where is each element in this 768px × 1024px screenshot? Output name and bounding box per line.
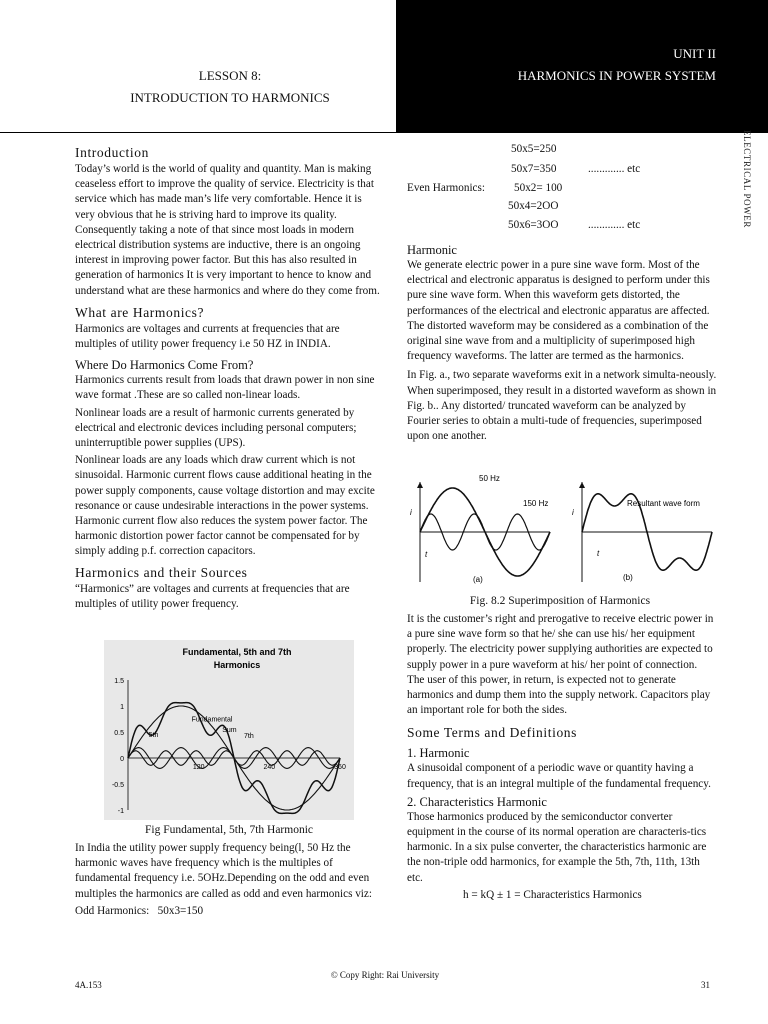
left-column-bottom	[75, 841, 380, 919]
label-b: (b)	[623, 573, 633, 582]
footer-code: 4A.153	[75, 980, 102, 990]
lesson-number: LESSON 8:	[198, 68, 262, 83]
series-label-fundamental: Fundamental	[191, 716, 233, 724]
label-t-a: t	[425, 550, 428, 559]
where-paragraph-3: Nonlinear loads are any loads which draw current which is not sinusoidal. Harmonic current flows cause additional heating in the power supply components, cause voltage distortion and may excite resonance or cause undesirable interactions in the power systems. Harmonic current flow also reduces the system power factor. The harmonic distortion power factor cannot be compensated for by simply adding p.f. correction capacitors.	[75, 454, 375, 558]
unit-title: HARMONICS IN POWER SYSTEM	[517, 68, 716, 83]
label-resultant: Resultant wave form	[627, 499, 700, 508]
even-harmonics-eq-2: 50x4=2OO	[508, 200, 559, 212]
term1-text: A sinusoidal component of a periodic wave or quantity having a frequency, that is an integral multiple of the fundamental frequency.	[407, 762, 711, 790]
side-label: ELECTRICAL POWER	[742, 130, 752, 229]
chart-x-tick-label: 360	[334, 764, 346, 771]
sources-text: “Harmonics” are voltages and currents at frequencies that are multiples of utility power frequency.	[75, 582, 350, 610]
label-150hz: 150 Hz	[523, 499, 549, 508]
term2-text: Those harmonics produced by the semiconductor converter equipment in the course of its normal operation are characteris-tics harmonic. In a six pulse converter, the characteristics harmonic are the non-triple odd harmonics, for example the 5th, 7th, 11th, 13th etc.	[407, 810, 707, 884]
chart-y-tick-label: -1	[117, 808, 124, 815]
chart-y-tick-label: 0	[120, 756, 124, 763]
series-label-7th: 7th	[244, 733, 254, 741]
fig-description-text: In Fig. a., two separate waveforms exit in a network simulta-neously. When superimposed, they result in a distorted waveform as shown in Fig. b.. Any distorted/ truncated waveform can be analyzed by Fourier series to obtain a multi-tude of frequencies, superimposed upon one another.	[407, 369, 717, 443]
fig2-arrow-a	[417, 482, 423, 488]
unit-number: UNIT II	[673, 46, 716, 61]
fig2-caption: Fig. 8.2 Superimposition of Harmonics	[469, 595, 651, 607]
footer-page-number: 31	[701, 980, 710, 990]
label-t-b: t	[597, 549, 600, 558]
chart-y-tick-label: 1.5	[114, 678, 124, 685]
unit-heading	[400, 43, 716, 87]
formula: h = kQ ± 1 = Characteristics Harmonics	[463, 888, 642, 901]
right-column-top	[407, 240, 717, 446]
odd-harmonics-eq-2: 50x5=250	[511, 143, 557, 155]
introduction-text: Today’s world is the world of quality and quantity. Man is making ceaseless effort to improve the quality of service. Electricity is that service which has made man’s life very comfortable. Hence it is very obvious that he is striving hard to improve its quality. Consequently taking a note of that since most loads in modern electrical distribution systems are inductive, there is an ongoing interest in improving power factor. But this has also resulted in generation of harmonics It is very important to hence to know and understand what are these harmonics and where do they come from.	[75, 163, 380, 297]
india-text: In India the utility power supply frequency being(l, 50 Hz the harmonic waves have frequency which is the multiples of fundamental frequency i.e. 5OHz.Depending on the odd and even multiples the harmonics are called as odd and even harmonics viz:	[75, 842, 372, 900]
header-rule	[0, 132, 396, 133]
odd-harmonics-line	[75, 904, 380, 919]
odd-harmonics-eq-3: 50x7=350	[511, 163, 557, 175]
lesson-title: INTRODUCTION TO HARMONICS	[130, 90, 330, 105]
superimposition-figure	[405, 470, 720, 590]
chart-y-tick-label: -0.5	[111, 782, 124, 789]
customer-text: It is the customer’s right and prerogative to receive electric power in a pure sine wave form so that he/ she can use his/ her equipment properly. The electricity power supplying authorities are expected to supply power in a pure waveform at his/ her point of connection. The user of this power, in return, is expected not to generate harmonics and dump them into the supply network. Capacitors play an important role for both the sides.	[407, 613, 714, 717]
even-harmonics-eq-3: 50x6=3OO	[508, 219, 559, 231]
chart-y-tick-label: 1	[120, 704, 124, 711]
lesson-heading	[80, 65, 380, 109]
series-label-5th: 5th	[148, 732, 159, 740]
label-i-b: i	[572, 508, 574, 517]
term2-heading: 2. Characteristics Harmonic	[407, 794, 547, 809]
chart-x-tick-label: 120	[192, 764, 205, 771]
chart-y-tick-label: 0.5	[114, 730, 124, 737]
where-paragraph-2: Nonlinear loads are a result of harmonic currents generated by electrical and electronic devices including personal computers; uninterruptible power supplies (UPS).	[75, 406, 357, 450]
series-label-sum: Sum	[222, 727, 237, 734]
what-text: Harmonics are voltages and currents at frequencies that are multiples of utility power frequency i.e 50 HZ in INDIA.	[75, 322, 340, 351]
where-paragraph-1: Harmonics currents result from loads that drawn power in non sine wave format .These are so called non-linear loads.	[75, 374, 375, 402]
left-column	[75, 143, 380, 614]
chart-x-tick-label: 240	[263, 764, 276, 771]
label-50hz: 50 Hz	[479, 474, 500, 483]
footer-copyright: © Copy Right: Rai University	[330, 970, 440, 980]
harmonic-heading: Harmonic	[407, 243, 457, 257]
chart-title: Fundamental, 5th and 7th	[182, 647, 292, 657]
label-a: (a)	[473, 575, 483, 584]
chart-subtitle: Harmonics	[213, 660, 261, 670]
introduction-heading: Introduction	[75, 145, 149, 160]
harmonics-chart	[104, 640, 354, 820]
left-figure-caption: Fig Fundamental, 5th, 7th Harmonic	[144, 824, 313, 836]
odd-harmonics-eq-1: 50x3=150	[157, 904, 204, 917]
superimposition-waves	[417, 482, 712, 582]
where-heading: Where Do Harmonics Come From?	[75, 358, 254, 373]
odd-harmonics-etc: ............. etc	[588, 163, 641, 175]
even-harmonics-eq-1: 50x2= 100	[514, 182, 563, 194]
odd-harmonics-label: Odd Harmonics:	[75, 904, 150, 917]
term1-heading: 1. Harmonic	[407, 746, 470, 761]
sources-heading: Harmonics and their Sources	[75, 564, 248, 580]
fig2-arrow-b	[579, 482, 585, 488]
even-harmonics-label: Even Harmonics:	[407, 182, 485, 194]
terms-heading: Some Terms and Definitions	[407, 725, 578, 741]
label-i-a: i	[410, 508, 412, 517]
even-harmonics-etc: ............. etc	[588, 219, 641, 231]
what-heading: What are Harmonics?	[75, 304, 205, 320]
harmonic-text: We generate electric power in a pure sine wave form. Most of the electrical and electronic apparatus is designed to perform under this pure sine wave form. When this waveform gets distorted, the performances of the electrical and electronic apparatus are affected. The distorted waveform may be considered as a combination of the original sine wave from and a multiplicity of superimposed high frequency waveforms. The latter are termed as the harmonics.	[407, 259, 710, 363]
right-column-bottom	[407, 612, 717, 903]
